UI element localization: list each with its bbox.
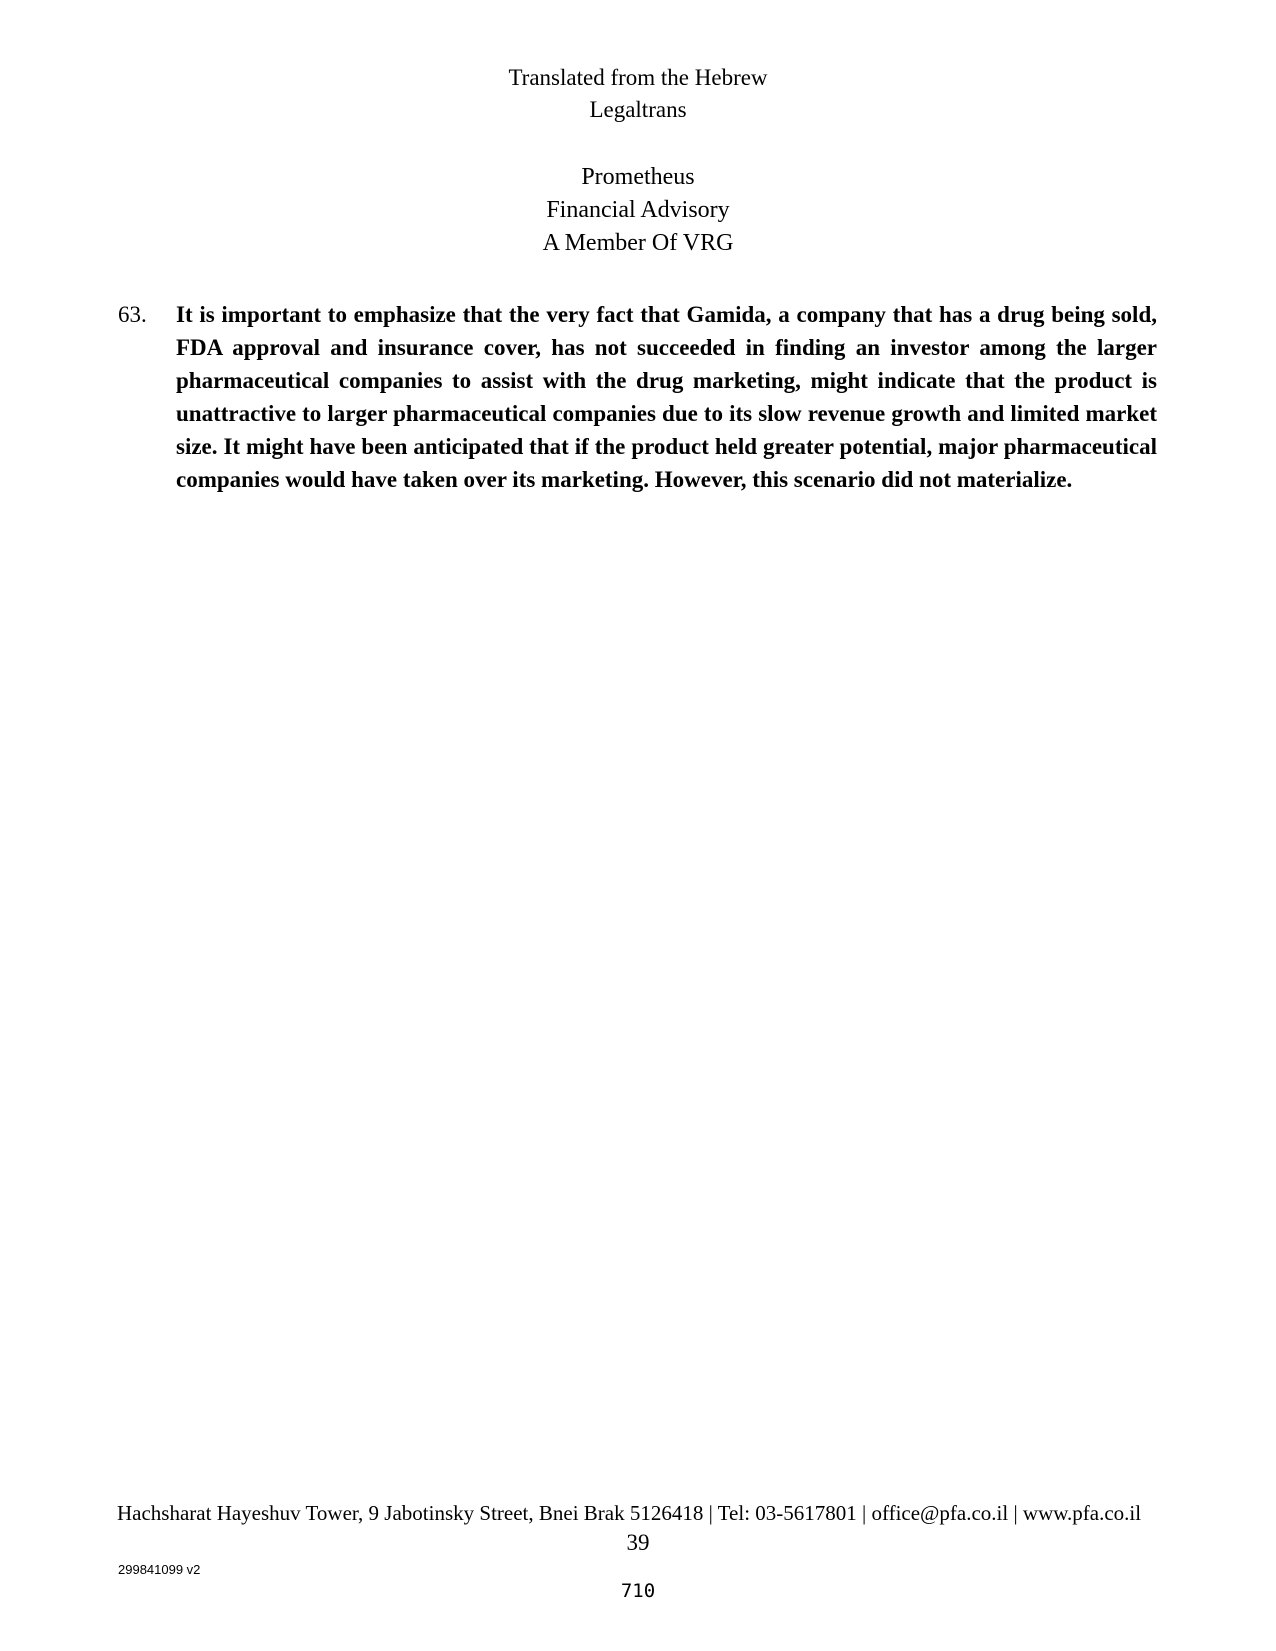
document-id: 299841099 v2: [118, 1562, 201, 1577]
page-number: 39: [626, 1530, 650, 1555]
bates-number: 710: [620, 1580, 656, 1602]
translator-name: Legaltrans: [589, 97, 687, 122]
translation-note: Translated from the Hebrew: [508, 65, 768, 90]
paragraph-number: 63.: [118, 302, 147, 327]
letterhead-membership: A Member Of VRG: [542, 230, 734, 256]
letterhead-company-name: Prometheus: [581, 164, 695, 190]
footer-address: Hachsharat Hayeshuv Tower, 9 Jabotinsky Street, Bnei Brak 5126418 | Tel: 03-5617801 | office@pfa.co.il | www.pfa.co.il: [117, 1501, 1142, 1525]
paragraph-text: It is important to emphasize that the very fact that Gamida, a company that has a drug being sold, FDA approval and insurance cover, has not succeeded in finding an investor among the larger pharmaceutical companies to assist with the drug marketing, might indicate that the product is unattractive to larger pharmaceutical companies due to its slow revenue growth and limited market size. It might have been anticipated that if the product held greater potential, major pharmaceutical companies would have taken over its marketing. However, this scenario did not materialize.: [176, 302, 1157, 492]
letterhead-company-subtitle: Financial Advisory: [546, 197, 730, 223]
